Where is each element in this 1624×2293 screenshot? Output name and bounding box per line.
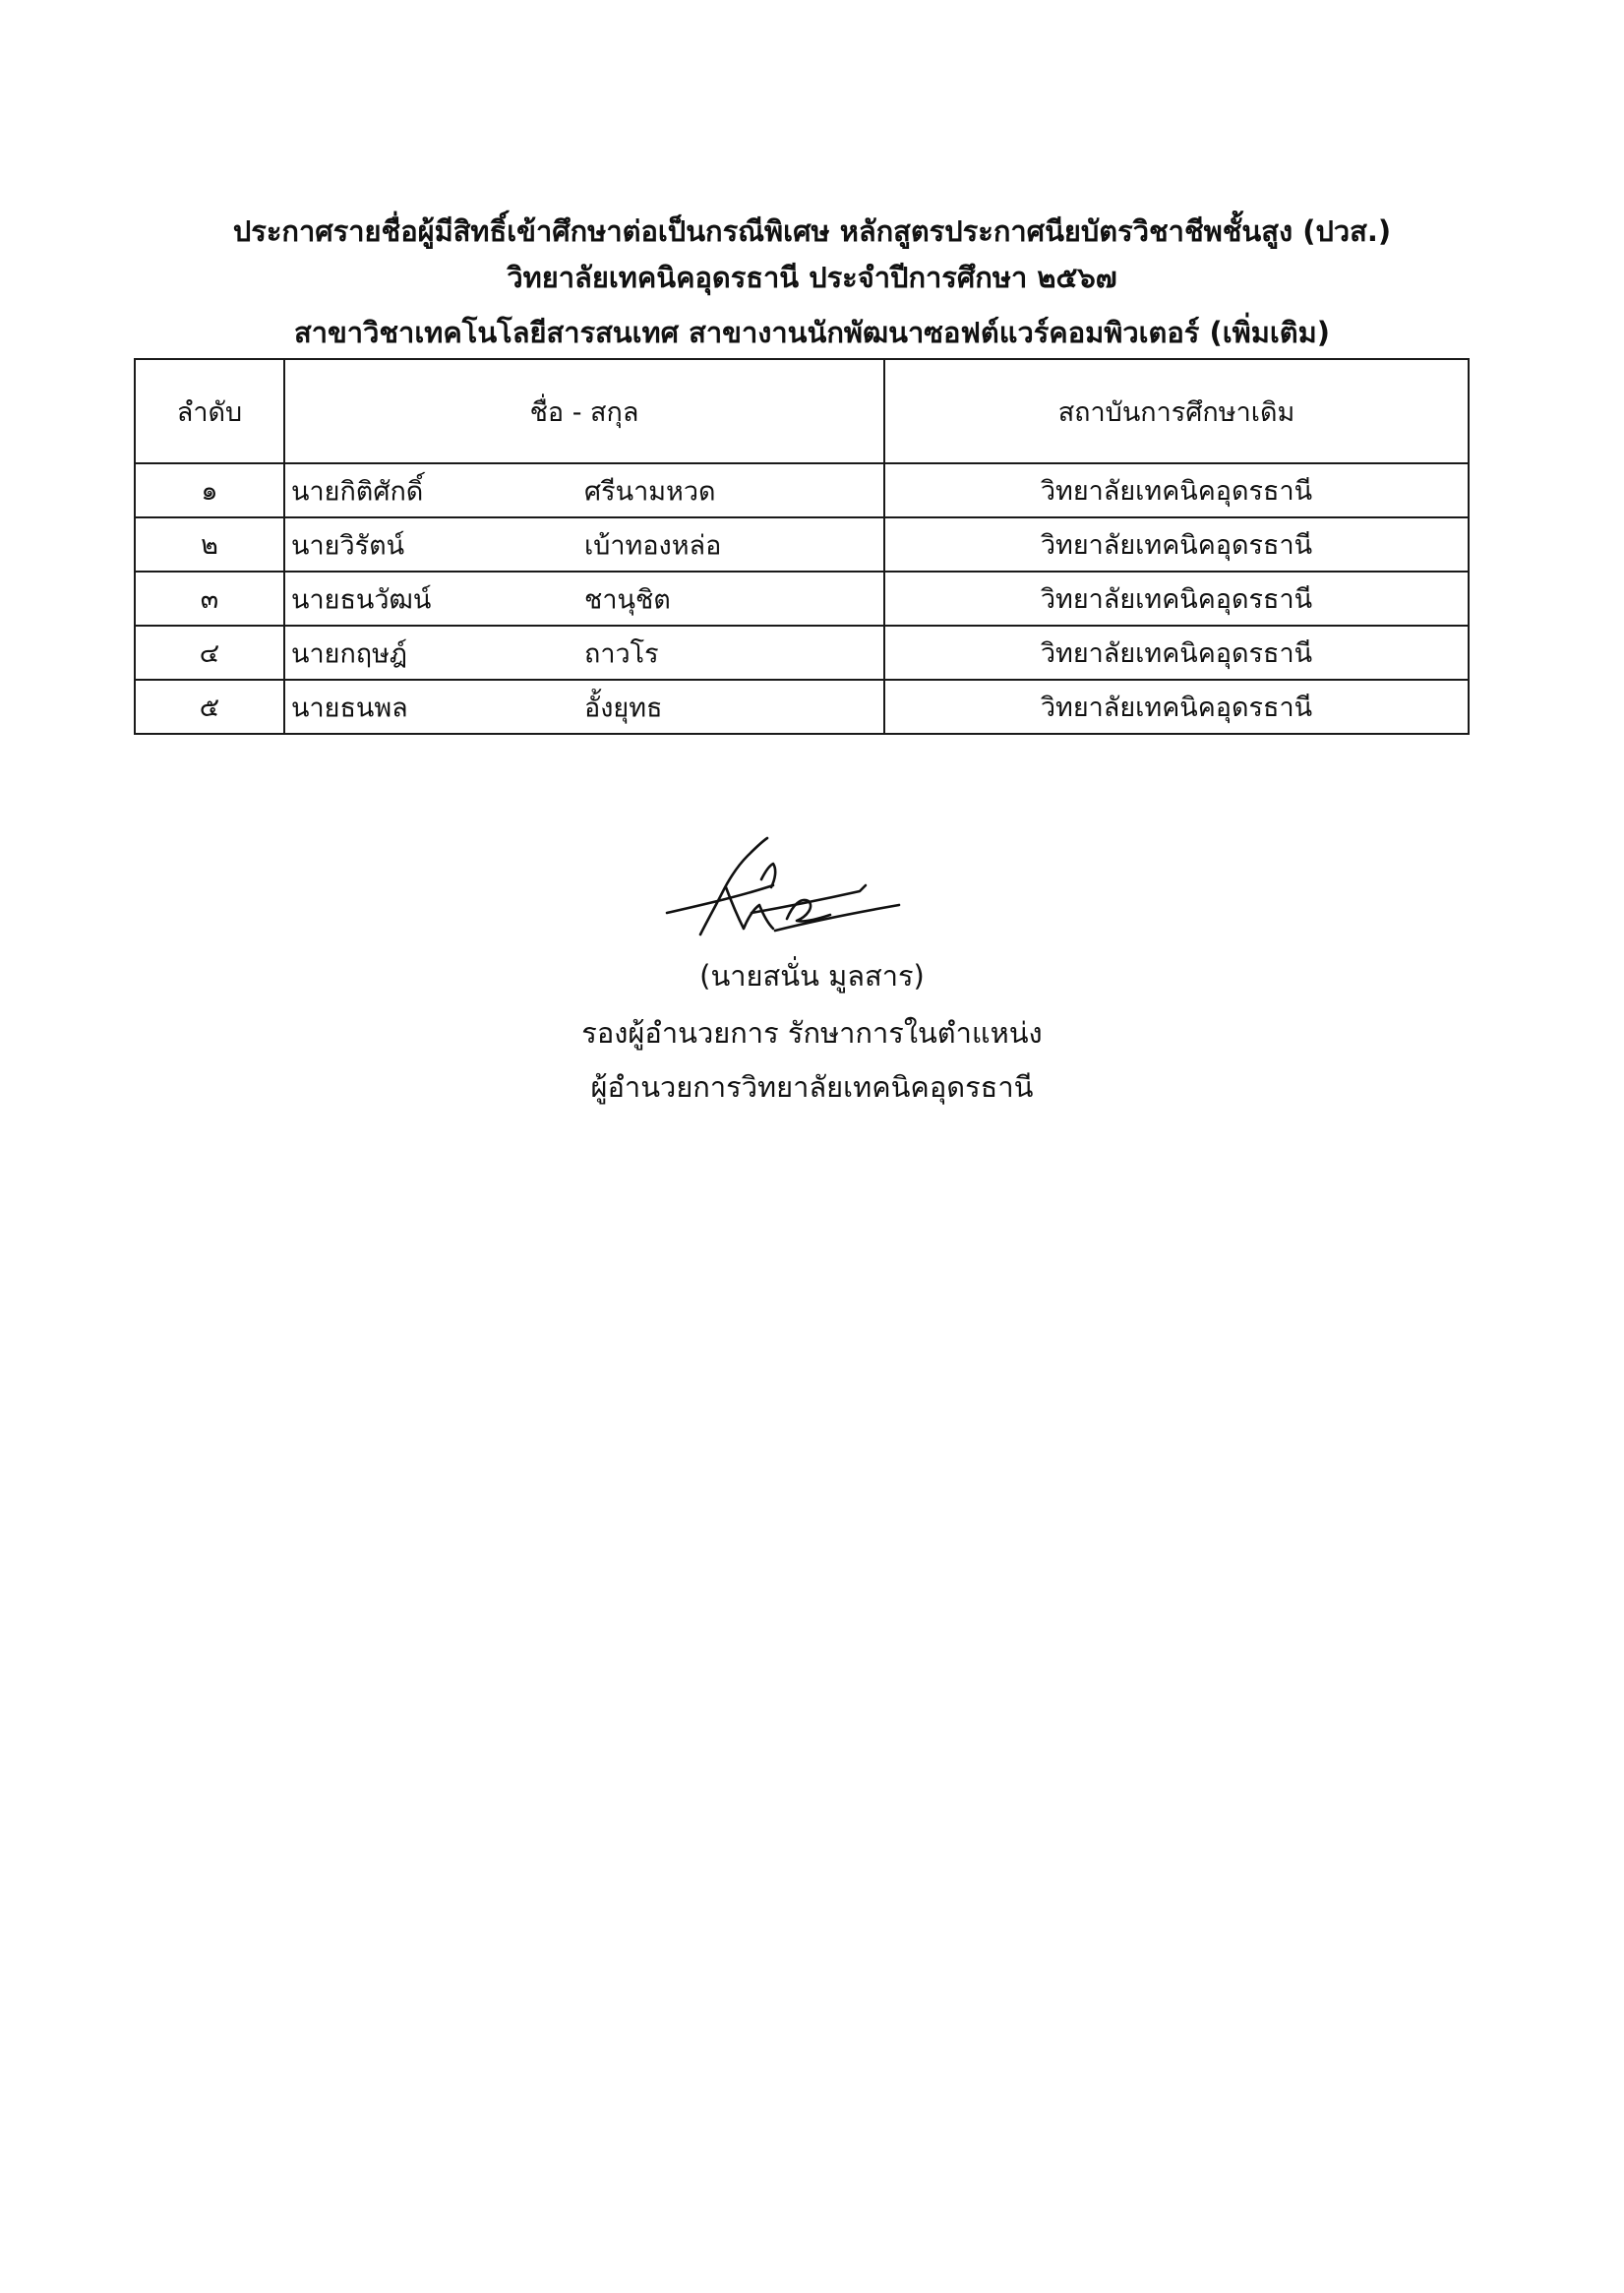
row-school: วิทยาลัยเทคนิคอุดรธานี <box>884 463 1469 517</box>
table-row <box>135 463 1469 517</box>
row-full-name <box>284 680 884 734</box>
row-order: ๒ <box>135 517 284 572</box>
first-name: นายธนวัฒน์ <box>291 584 432 615</box>
signatory-title: ผู้อำนวยการวิทยาลัยเทคนิคอุดรธานี <box>590 1070 1034 1104</box>
last-name: ถาวโร <box>584 638 659 669</box>
column-header-name: ชื่อ - สกุล <box>284 359 884 463</box>
handwritten-signature <box>657 834 913 942</box>
table-row <box>135 517 1469 572</box>
table-row <box>135 626 1469 680</box>
row-full-name <box>284 463 884 517</box>
row-full-name <box>284 517 884 572</box>
row-order: ๕ <box>135 680 284 734</box>
row-order: ๑ <box>135 463 284 517</box>
last-name: เบ้าทองหล่อ <box>584 530 722 561</box>
table-row <box>135 572 1469 626</box>
last-name: อั้งยุทธ <box>584 693 663 723</box>
announcement-title: ประกาศรายชื่อผู้มีสิทธิ์เข้าศึกษาต่อเป็นกรณีพิเศษ หลักสูตรประกาศนียบัตรวิชาชีพชั้นสูง (ปวส.) <box>232 214 1392 248</box>
first-name: นายวิรัตน์ <box>291 530 405 561</box>
first-name: นายกิติศักดิ์ <box>291 476 424 507</box>
student-list-table <box>134 358 1470 735</box>
row-school: วิทยาลัยเทคนิคอุดรธานี <box>884 517 1469 572</box>
last-name: ศรีนามหวด <box>584 476 716 507</box>
program-subtitle: สาขาวิชาเทคโนโลยีสารสนเทศ สาขางานนักพัฒนาซอฟต์แวร์คอมพิวเตอร์ (เพิ่มเติม) <box>294 316 1330 349</box>
column-header-school: สถาบันการศึกษาเดิม <box>884 359 1469 463</box>
row-full-name <box>284 626 884 680</box>
first-name: นายธนพล <box>291 693 408 723</box>
table-row <box>135 680 1469 734</box>
column-header-order: ลำดับ <box>135 359 284 463</box>
college-academic-year: วิทยาลัยเทคนิคอุดรธานี ประจำปีการศึกษา ๒๕๖๗ <box>507 261 1117 294</box>
table-header-row <box>135 359 1469 463</box>
row-order: ๔ <box>135 626 284 680</box>
last-name: ชานุชิต <box>584 584 671 615</box>
row-school: วิทยาลัยเทคนิคอุดรธานี <box>884 626 1469 680</box>
first-name: นายกฤษฎ์ <box>291 638 408 669</box>
signatory-name: (นายสนั่น มูลสาร) <box>699 959 925 993</box>
row-school: วิทยาลัยเทคนิคอุดรธานี <box>884 680 1469 734</box>
row-full-name <box>284 572 884 626</box>
row-school: วิทยาลัยเทคนิคอุดรธานี <box>884 572 1469 626</box>
row-order: ๓ <box>135 572 284 626</box>
signatory-position: รองผู้อำนวยการ รักษาการในตำแหน่ง <box>581 1016 1043 1050</box>
